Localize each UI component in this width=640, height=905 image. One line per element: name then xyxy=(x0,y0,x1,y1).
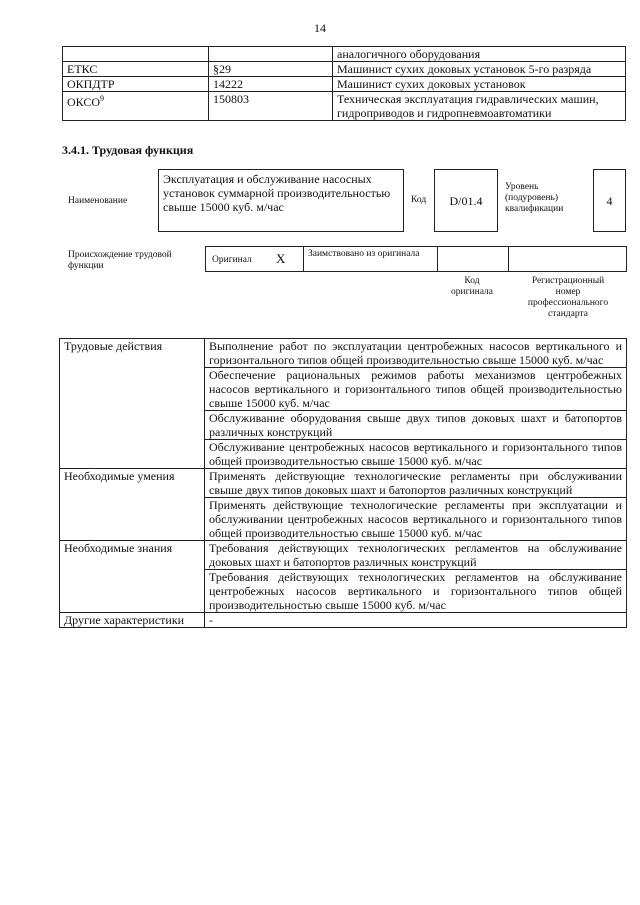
page-number: 14 xyxy=(314,21,326,35)
item-cell: Требования действующих технологических регламентов на обслуживание центробежных насосов вертикального и горизонтального типов общей производительностью свыше 15000 куб. м/час xyxy=(205,570,627,613)
table-row xyxy=(60,469,627,498)
text-cell: Техническая эксплуатация гидравлических машин, гидроприводов и гидропневмоавтоматики xyxy=(333,92,626,121)
table-row xyxy=(63,62,626,77)
table-row xyxy=(63,77,626,92)
number-cell: 14222 xyxy=(209,77,333,92)
item-cell: Требования действующих технологических регламентов на обслуживание доковых шахт и батопортов различных конструкций xyxy=(205,541,627,570)
code-original-caption: Код оригинала xyxy=(451,276,493,297)
number-cell: §29 xyxy=(209,62,333,77)
divider xyxy=(508,247,509,271)
section-title: 3.4.1. Трудовая функция xyxy=(62,143,194,157)
footnote-marker: 9 xyxy=(100,94,105,103)
function-name-box: Эксплуатация и обслуживание насосных установок суммарной производительностью свыше 15000 куб. м/час xyxy=(158,169,404,232)
level-value-box: 4 xyxy=(593,169,626,232)
code-cell: ОКПДТР xyxy=(63,77,209,92)
item-cell: - xyxy=(205,613,627,628)
code-label: Код xyxy=(411,195,427,205)
level-label: Уровень (подуровень) квалификации xyxy=(505,182,564,214)
name-label: Наименование xyxy=(68,196,128,206)
text-cell: Машинист сухих доковых установок 5-го разряда xyxy=(333,62,626,77)
section-title-cell: Другие характеристики xyxy=(60,613,205,628)
item-cell: Обслуживание оборудования свыше двух типов доковых шахт и батопортов различных конструкций xyxy=(205,411,627,440)
item-cell: Обслуживание центробежных насосов вертикального и горизонтального типов общей производительностью свыше 15000 куб. м/час xyxy=(205,440,627,469)
item-cell: Выполнение работ по эксплуатации центробежных насосов вертикального и горизонтального типов общей производительностью свыше 15000 куб. м/час xyxy=(205,339,627,368)
table-row xyxy=(60,613,627,628)
divider xyxy=(437,247,438,271)
table-row xyxy=(63,92,626,121)
borrowed-label: Заимствовано из оригинала xyxy=(308,249,420,259)
origin-box xyxy=(205,246,627,272)
table-row xyxy=(60,339,627,368)
original-label: Оригинал xyxy=(212,255,252,265)
original-mark: X xyxy=(276,251,286,266)
item-cell: Применять действующие технологические регламенты при обслуживании свыше двух типов доковых шахт и батопортов различных конструкций xyxy=(205,469,627,498)
section-title-cell: Необходимые знания xyxy=(60,541,205,613)
text-cell: Машинист сухих доковых установок xyxy=(333,77,626,92)
number-cell: 150803 xyxy=(209,92,333,121)
code-cell: ОКСО$^9$ xyxy=(63,92,209,121)
function-details-table xyxy=(59,338,627,628)
number-cell xyxy=(209,47,333,62)
table-row xyxy=(60,541,627,570)
table-row xyxy=(63,47,626,62)
code-cell xyxy=(63,47,209,62)
divider xyxy=(303,247,304,271)
text-cell: аналогичного оборудования xyxy=(333,47,626,62)
function-code-box: D/01.4 xyxy=(434,169,498,232)
section-title-cell: Трудовые действия xyxy=(60,339,205,469)
item-cell: Применять действующие технологические регламенты при эксплуатации и обслуживании центробежных насосов вертикального и горизонтального типов общей производительностью свыше 15000 куб. м/час xyxy=(205,498,627,541)
origin-label: Происхождение трудовой функции xyxy=(68,250,172,271)
classification-table xyxy=(62,46,626,121)
code-cell: ЕТКС xyxy=(63,62,209,77)
section-title-cell: Необходимые умения xyxy=(60,469,205,541)
reg-number-caption: Регистрационный номер профессионального стандарта xyxy=(527,276,609,319)
item-cell: Обеспечение рациональных режимов работы механизмов центробежных насосов вертикального и горизонтального типов общей производительностью свыше 15000 куб. м/час xyxy=(205,368,627,411)
